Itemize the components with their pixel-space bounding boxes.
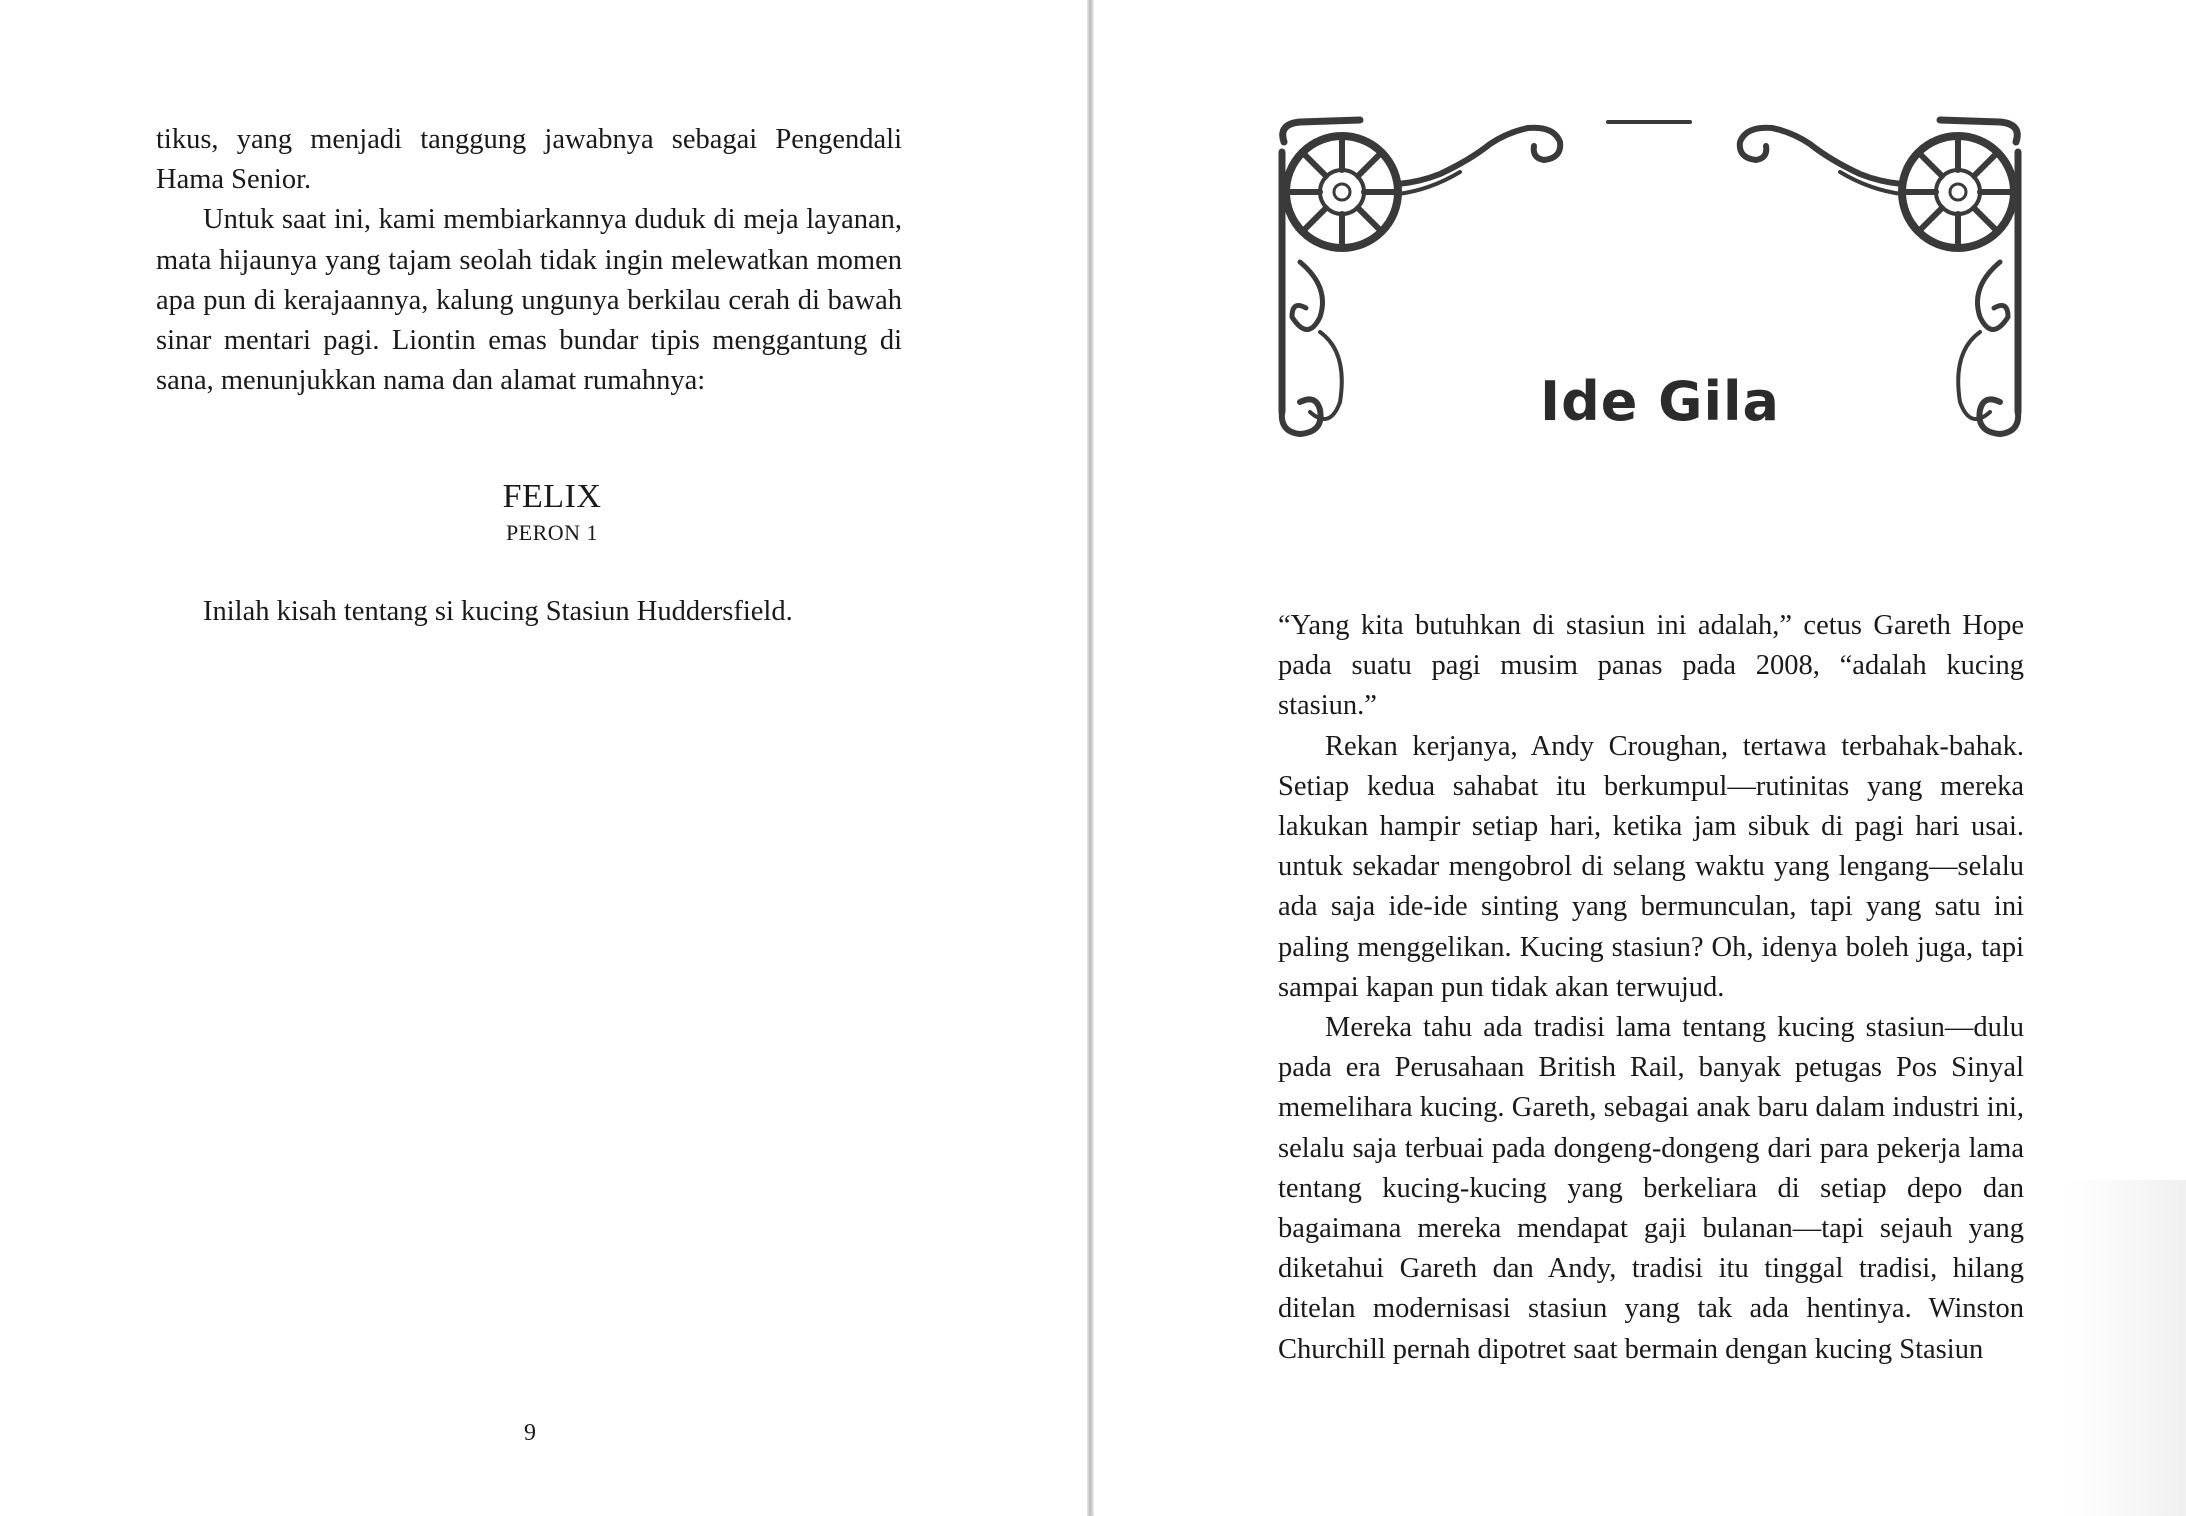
page-shadow: [2066, 1180, 2186, 1516]
paragraph: Mereka tahu ada tradisi lama tentang kucing stasiun—dulu pada era Perusahaan British Rail, banyak petugas Pos Sinyal memelihara kucing. Gareth, sebagai anak baru dalam industri ini, selalu saja terbuai pada dongeng-dongeng dari para pekerja lama tentang kucing-kucing yang berkeliara di setiap depo dan bagaimana mereka mendapat gaji bulanan—tapi sejauh yang diketahui Gareth dan Andy, tradisi itu tinggal tradisi, hilang ditelan modernisasi stasiun yang tak ada hentinya. Winston Churchill pernah dipotret saat bermain dengan kucing Stasiun: [1278, 1012, 2024, 1365]
right-body-text: [1278, 606, 2024, 1370]
closing-line: [156, 592, 902, 632]
left-page: [0, 0, 1087, 1516]
paragraph: Inilah kisah tentang si kucing Stasiun Huddersfield.: [203, 596, 793, 627]
paragraph: tikus, yang menjadi tanggung jawabnya sebagai Pengendali Hama Senior.: [156, 124, 902, 196]
left-body-text: [156, 120, 902, 401]
paragraph: Untuk saat ini, kami membiarkannya duduk di meja layanan, mata hijaunya yang tajam seolah tidak ingin melewatkan momen apa pun di kerajaannya, kalung ungunya berkilau cerah di bawah sinar mentari pagi. Liontin emas bundar tipis menggantung di sana, menunjukkan nama dan alamat rumahnya:: [156, 204, 902, 397]
paragraph: “Yang kita butuhkan di stasiun ini adalah,” cetus Gareth Hope pada suatu pagi musim panas pada 2008, “adalah kucing stasiun.”: [1278, 610, 2024, 722]
name-tag-address: PERON 1: [505, 520, 599, 545]
chapter-title: Ide Gila: [1540, 370, 1780, 433]
name-tag-title: FELIX: [502, 478, 602, 515]
book-gutter: [1087, 0, 1094, 1516]
paragraph: Rekan kerjanya, Andy Croughan, tertawa terbahak-bahak. Setiap kedua sahabat itu berkumpul—rutinitas yang mereka lakukan hampir setiap hari, ketika jam sibuk di pagi hari usai. untuk sekadar mengobrol di selang waktu yang lengang—selalu ada saja ide-ide sinting yang bermunculan, tapi yang satu ini paling menggelikan. Kucing stasiun? Oh, idenya boleh juga, tapi sampai kapan pun tidak akan terwujud.: [1278, 730, 2024, 1003]
page-number: 9: [524, 1420, 536, 1446]
